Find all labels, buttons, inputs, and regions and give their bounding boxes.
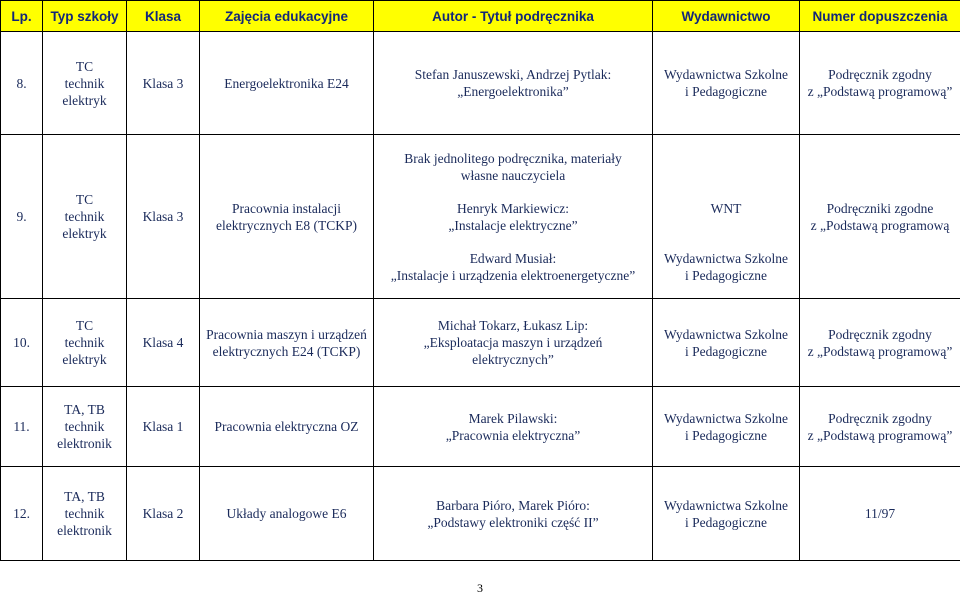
author-title-cell: Marek Pilawski: „Pracownia elektryczna”	[374, 387, 653, 467]
approval-cell: Podręcznik zgodny z „Podstawą programową”	[800, 32, 960, 135]
page-number: 3	[0, 581, 960, 596]
table-row	[1, 387, 960, 467]
author-title-cell: Stefan Januszewski, Andrzej Pytlak: „Energoelektronika”	[374, 32, 653, 135]
class-cell: Klasa 3	[127, 32, 200, 135]
lp-cell: 9.	[1, 135, 43, 299]
subject-cell: Pracownia elektryczna OZ	[200, 387, 374, 467]
table-row	[1, 32, 960, 135]
header-class: Klasa	[127, 1, 200, 32]
subject-cell: Pracownia maszyn i urządzeń elektrycznych E24 (TCKP)	[200, 299, 374, 387]
school-type-cell: TC technik elektryk	[43, 299, 127, 387]
school-type-cell: TA, TB technik elektronik	[43, 387, 127, 467]
lp-cell: 11.	[1, 387, 43, 467]
publisher-cell: Wydawnictwa Szkolne i Pedagogiczne	[653, 32, 800, 135]
subject-cell: Energoelektronika E24	[200, 32, 374, 135]
table-row	[1, 135, 960, 299]
author-title-cell: Michał Tokarz, Łukasz Lip: „Eksploatacja maszyn i urządzeń elektrycznych”	[374, 299, 653, 387]
publisher-cell: WNT Wydawnictwa Szkolne i Pedagogiczne	[653, 135, 800, 299]
approval-cell: 11/97	[800, 467, 960, 561]
approval-cell: Podręczniki zgodne z „Podstawą programową	[800, 135, 960, 299]
subject-cell: Układy analogowe E6	[200, 467, 374, 561]
publisher-cell: Wydawnictwa Szkolne i Pedagogiczne	[653, 299, 800, 387]
class-cell: Klasa 1	[127, 387, 200, 467]
school-type-cell: TC technik elektryk	[43, 135, 127, 299]
table-row	[1, 467, 960, 561]
header-subject: Zajęcia edukacyjne	[200, 1, 374, 32]
lp-cell: 12.	[1, 467, 43, 561]
approval-cell: Podręcznik zgodny z „Podstawą programową”	[800, 299, 960, 387]
publisher-cell: Wydawnictwa Szkolne i Pedagogiczne	[653, 387, 800, 467]
table-row	[1, 299, 960, 387]
class-cell: Klasa 3	[127, 135, 200, 299]
approval-cell: Podręcznik zgodny z „Podstawą programową”	[800, 387, 960, 467]
header-school-type: Typ szkoły	[43, 1, 127, 32]
subject-cell: Pracownia instalacji elektrycznych E8 (TCKP)	[200, 135, 374, 299]
publisher-cell: Wydawnictwa Szkolne i Pedagogiczne	[653, 467, 800, 561]
header-approval: Numer dopuszczenia	[800, 1, 960, 32]
school-type-cell: TA, TB technik elektronik	[43, 467, 127, 561]
header-publisher: Wydawnictwo	[653, 1, 800, 32]
author-title-cell: Brak jednolitego podręcznika, materiały własne nauczyciela Henryk Markiewicz: „Instalacje elektryczne” Edward Musiał: „Instalacje i urządzenia elektroenergetyczne”	[374, 135, 653, 299]
header-row	[1, 1, 960, 32]
header-lp: Lp.	[1, 1, 43, 32]
class-cell: Klasa 4	[127, 299, 200, 387]
lp-cell: 10.	[1, 299, 43, 387]
author-title-cell: Barbara Pióro, Marek Pióro: „Podstawy elektroniki część II”	[374, 467, 653, 561]
lp-cell: 8.	[1, 32, 43, 135]
header-author-title: Autor - Tytuł podręcznika	[374, 1, 653, 32]
school-type-cell: TC technik elektryk	[43, 32, 127, 135]
class-cell: Klasa 2	[127, 467, 200, 561]
